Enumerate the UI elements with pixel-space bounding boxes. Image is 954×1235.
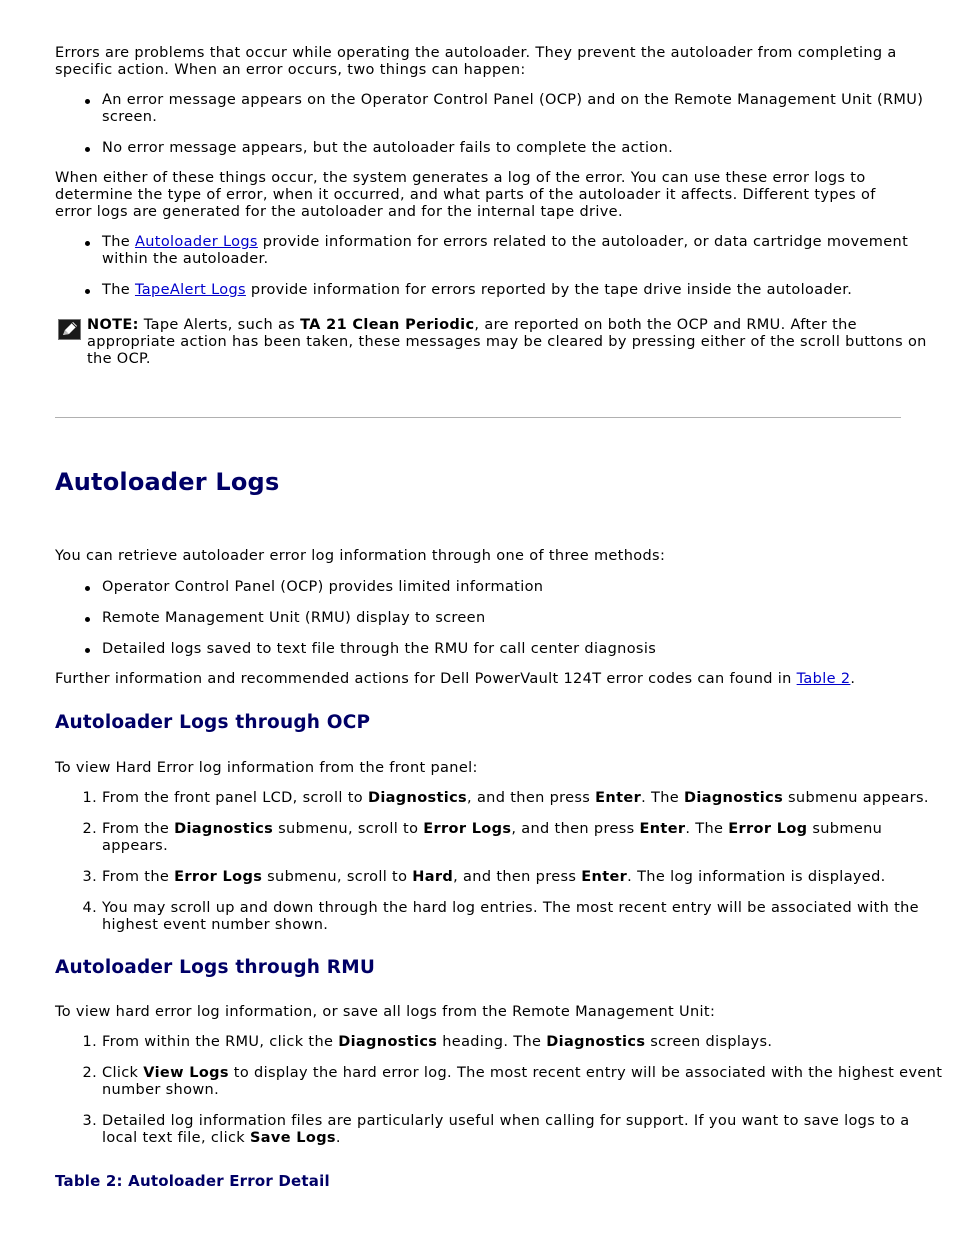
table-2-link[interactable]: Table 2 — [796, 671, 851, 687]
error-outcomes-list — [55, 92, 948, 157]
ocp-steps-list — [55, 790, 948, 934]
note-block: NOTE: Tape Alerts, such as TA 21 Clean Periodic, are reported on both the OCP and RMU. After the appropriate action has been taken, these messages may be cleared by pressing either of the scroll buttons on the OCP. — [55, 317, 933, 368]
section-divider — [55, 417, 901, 418]
list-item: 3. Detailed log information files are particularly useful when calling for support. If you want to save logs to a local text file, click Save Logs. — [102, 1113, 948, 1147]
list-item: 4. You may scroll up and down through the hard log entries. The most recent entry will be associated with the highest event number shown. — [102, 900, 948, 934]
list-item: 1. From within the RMU, click the Diagnostics heading. The Diagnostics screen displays. — [102, 1034, 948, 1051]
list-item: 2. From the Diagnostics submenu, scroll to Error Logs, and then press Enter. The Error Log submenu appears. — [102, 821, 948, 855]
error-log-paragraph: When either of these things occur, the system generates a log of the error. You can use these error logs to determine the type of error, when it occurred, and what parts of the autoloader it affects. Different types of error logs are generated for the autoloader and for the internal tape drive. — [55, 170, 876, 220]
intro-paragraph: Errors are problems that occur while operating the autoloader. They prevent the autoloader from completing a specific action. When an error occurs, two things can happen: — [55, 45, 897, 78]
rmu-subsection-title: Autoloader Logs through RMU — [55, 957, 376, 978]
methods-intro: You can retrieve autoloader error log information through one of three methods: — [55, 548, 666, 564]
rmu-steps-list — [55, 1034, 948, 1147]
list-item: 3. From the Error Logs submenu, scroll to Hard, and then press Enter. The log information is displayed. — [102, 869, 948, 886]
ocp-subsection-title: Autoloader Logs through OCP — [55, 712, 371, 733]
tape-alert-name: TA 21 Clean Periodic — [300, 317, 475, 333]
note-pencil-icon — [58, 319, 81, 340]
rmu-intro: To view hard error log information, or save all logs from the Remote Management Unit: — [55, 1004, 716, 1020]
list-item: The TapeAlert Logs provide information for errors reported by the tape drive inside the autoloader. — [102, 282, 948, 299]
methods-list — [55, 579, 948, 658]
list-item: An error message appears on the Operator Control Panel (OCP) and on the Remote Management Unit (RMU) screen. — [102, 92, 948, 126]
ocp-intro: To view Hard Error log information from the front panel: — [55, 760, 478, 776]
list-item: 1. From the front panel LCD, scroll to Diagnostics, and then press Enter. The Diagnostics submenu appears. — [102, 790, 948, 807]
note-label: NOTE: — [87, 317, 139, 333]
list-item: 2. Click View Logs to display the hard error log. The most recent entry will be associated with the highest event number shown. — [102, 1065, 948, 1099]
log-types-list — [55, 234, 948, 299]
list-item: Detailed logs saved to text file through the RMU for call center diagnosis — [102, 641, 948, 658]
further-info-paragraph: Further information and recommended actions for Dell PowerVault 124T error codes can found in Table 2. — [55, 671, 856, 687]
table-caption: Table 2: Autoloader Error Detail — [55, 1172, 330, 1190]
list-item: The Autoloader Logs provide information for errors related to the autoloader, or data cartridge movement within the autoloader. — [102, 234, 948, 268]
tapealert-logs-link[interactable]: TapeAlert Logs — [134, 282, 246, 298]
list-item: Remote Management Unit (RMU) display to screen — [102, 610, 948, 627]
list-item: No error message appears, but the autoloader fails to complete the action. — [102, 140, 948, 157]
list-item: Operator Control Panel (OCP) provides limited information — [102, 579, 948, 596]
autoloader-logs-link[interactable]: Autoloader Logs — [134, 234, 258, 250]
section-title: Autoloader Logs — [55, 468, 280, 496]
